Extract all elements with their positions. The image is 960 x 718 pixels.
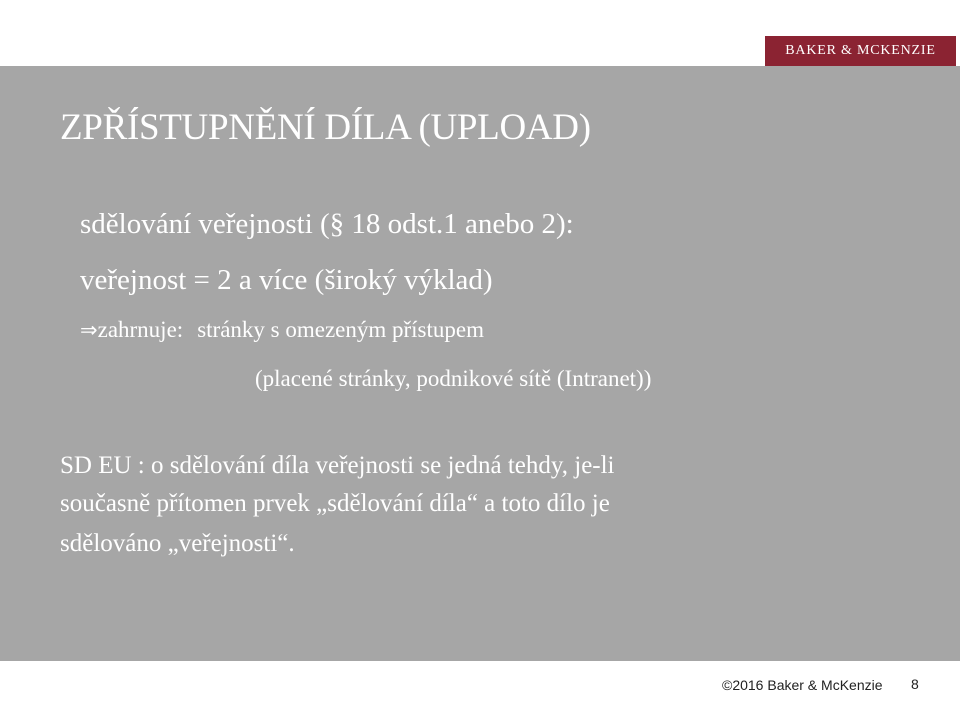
paragraph-line: SD EU : o sdělování díla veřejnosti se jedná tehdy, je-li [60, 452, 615, 479]
company-logo: BAKER & MCKENZIE [765, 36, 956, 66]
copyright-text: ©2016 Baker & McKenzie [722, 677, 883, 693]
slide-title: ZPŘÍSTUPNĚNÍ DÍLA (UPLOAD) [60, 107, 591, 148]
bullet-line-public-definition: veřejnost = 2 a více (široký výklad) [80, 264, 493, 296]
slide-body [0, 66, 960, 661]
bullet-line-includes [80, 317, 484, 343]
includes-text: stránky s omezeným přístupem [197, 317, 484, 342]
implies-arrow-icon: ⇒ [80, 318, 98, 342]
bullet-line-examples: (placené stránky, podnikové sítě (Intranet)) [255, 366, 652, 391]
header-bar [0, 0, 960, 66]
paragraph-line: současně přítomen prvek „sdělování díla“ a toto dílo je [60, 490, 610, 517]
paragraph-line: sdělováno „veřejnosti“. [60, 530, 295, 557]
includes-label: zahrnuje: [97, 317, 184, 342]
bullet-line-public-communication: sdělování veřejnosti (§ 18 odst.1 anebo 2): [80, 208, 574, 240]
page-number: 8 [911, 676, 919, 692]
